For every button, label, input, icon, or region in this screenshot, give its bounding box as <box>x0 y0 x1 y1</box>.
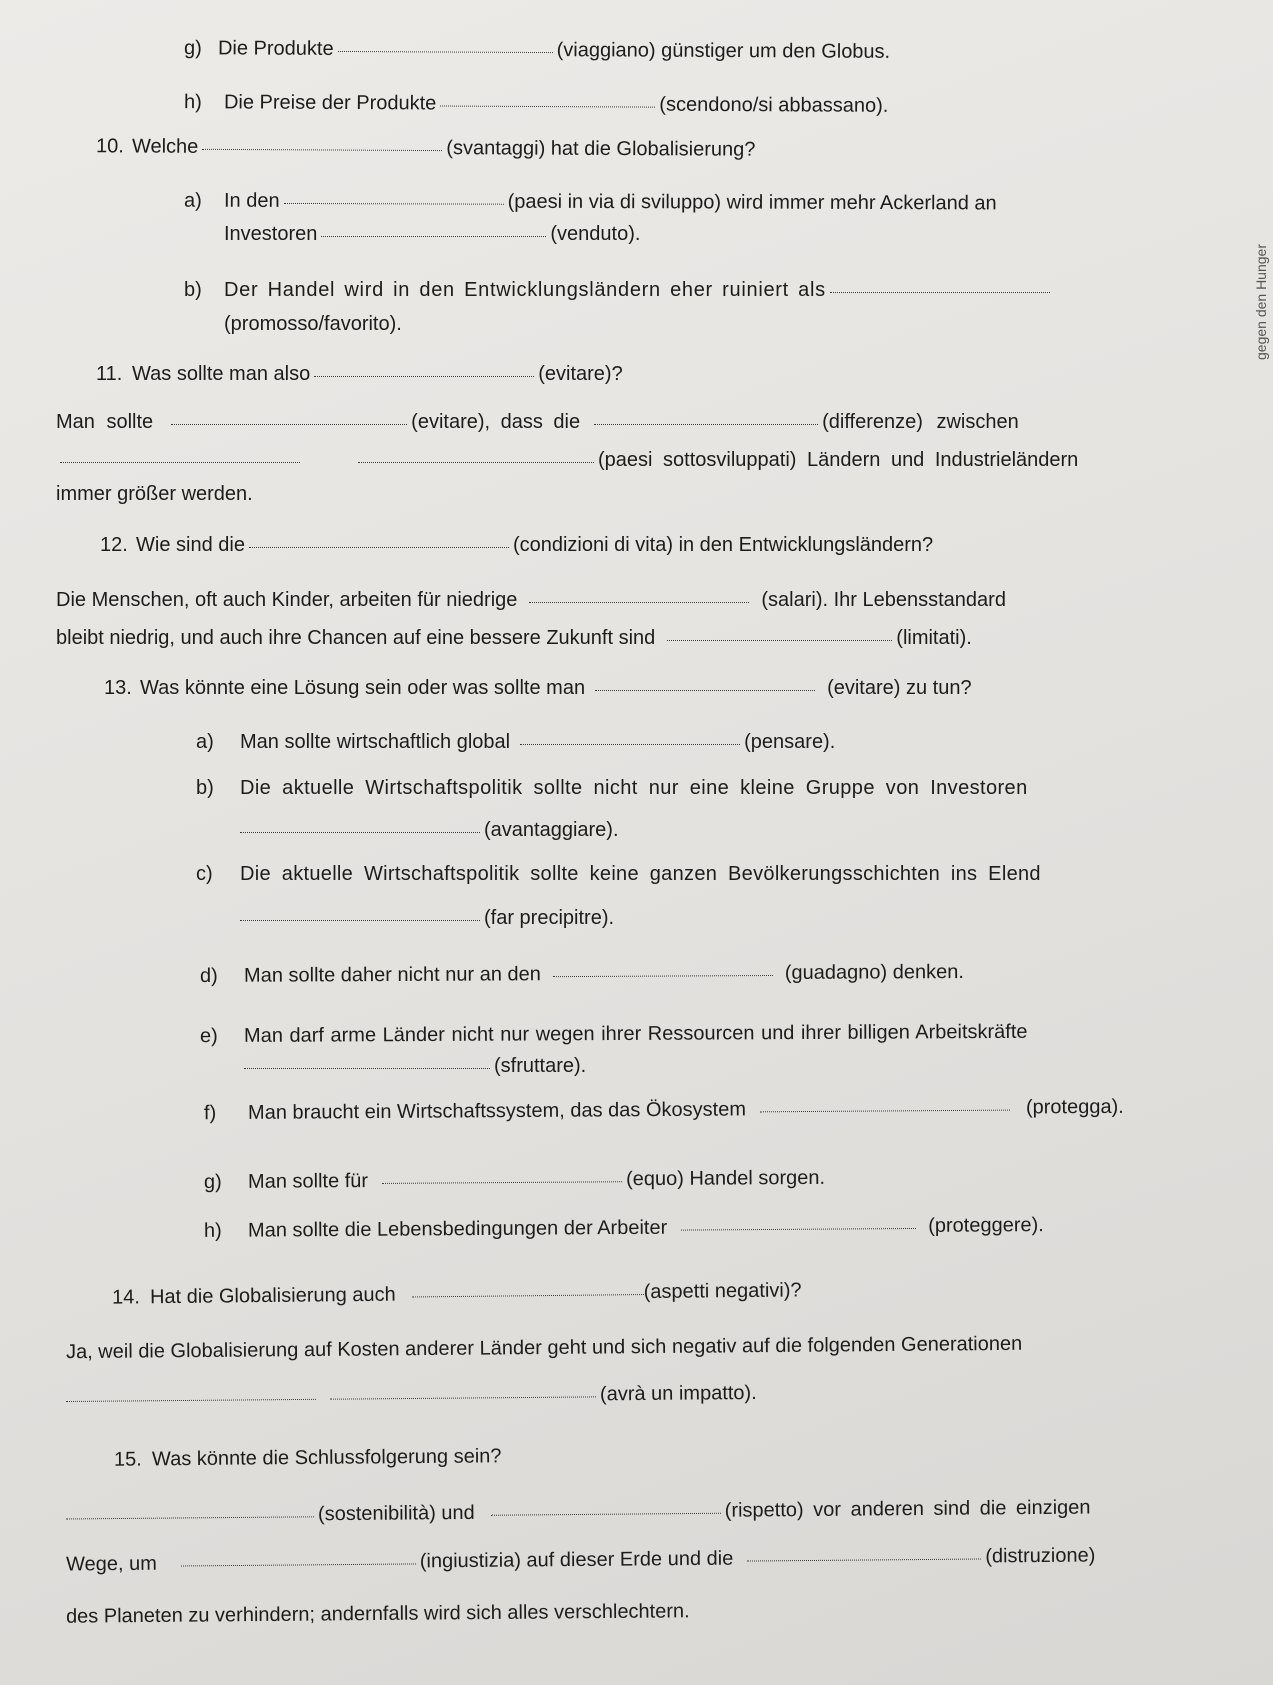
item-marker: b) <box>196 777 214 799</box>
text-segment: Man darf arme Länder nicht nur wegen ihrer Ressourcen und ihrer billigen Arbeitskräfte <box>243 1020 1028 1047</box>
answer-11-line1 <box>56 410 1019 434</box>
item-marker: c) <box>196 863 213 885</box>
fill-in-blank[interactable] <box>667 639 892 641</box>
exercise-13e <box>200 1020 1028 1048</box>
fill-in-blank[interactable] <box>595 689 815 691</box>
fill-in-blank[interactable] <box>491 1512 721 1516</box>
text-segment: Die aktuelle Wirtschaftspolitik sollte nicht nur eine kleine Gruppe von Investoren <box>240 777 1028 799</box>
exercise-10b <box>184 278 1054 302</box>
text-segment: (guadagno) denken. <box>784 961 964 984</box>
text-segment: (limitati). <box>896 627 972 649</box>
question-13 <box>104 676 972 700</box>
exercise-13b-cont <box>196 818 619 842</box>
fill-in-blank[interactable] <box>314 375 534 377</box>
exercise-g-produkte <box>184 36 890 64</box>
text-segment: (sostenibilità) und <box>317 1501 475 1526</box>
text-segment: Was könnte die Schlussfolgerung sein? <box>151 1445 502 1471</box>
text-segment: Die Produkte <box>217 37 334 60</box>
answer-15-line2 <box>66 1544 1096 1577</box>
exercise-13b <box>196 776 1028 800</box>
text-segment: (svantaggi) hat die Globalisierung? <box>446 137 756 161</box>
answer-11-line2 <box>56 448 1078 472</box>
text-segment: (protegga). <box>1025 1095 1124 1119</box>
page-edge-text: gegen den Hunger <box>1253 244 1269 360</box>
answer-11-line3 <box>56 482 253 506</box>
text-segment: (scendono/si abbassano). <box>659 93 889 117</box>
exercise-13c <box>196 862 1041 886</box>
text-segment: (evitare), dass die <box>411 411 581 433</box>
text-segment: (rispetto) vor anderen sind die einzigen <box>724 1496 1091 1522</box>
text-segment: (aspetti negativi)? <box>643 1279 802 1304</box>
text-segment: (viaggiano) günstiger um den Globus. <box>556 39 891 63</box>
fill-in-blank[interactable] <box>321 235 546 237</box>
text-segment: (differenze) zwischen <box>822 411 1019 433</box>
text-segment: Man sollte <box>56 411 154 433</box>
answer-15-line3 <box>66 1599 690 1628</box>
fill-in-blank[interactable] <box>830 291 1050 293</box>
text-segment: bleibt niedrig, und auch ihre Chancen auf eine bessere Zukunft sind <box>56 627 656 649</box>
item-marker: a) <box>183 189 202 212</box>
fill-in-blank[interactable] <box>338 50 553 53</box>
fill-in-blank[interactable] <box>202 148 442 151</box>
fill-in-blank[interactable] <box>66 1398 316 1402</box>
exercise-13g <box>204 1166 825 1194</box>
fill-in-blank[interactable] <box>171 423 407 425</box>
exercise-13c-cont <box>196 906 614 930</box>
text-segment: (sfruttare). <box>494 1055 587 1077</box>
exercise-10b-cont <box>224 312 402 336</box>
text-segment: Die Menschen, oft auch Kinder, arbeiten für niedrige <box>56 589 518 611</box>
text-segment: (proteggere). <box>928 1214 1044 1237</box>
text-segment: Der Handel wird in den Entwicklungsländern eher ruiniert als <box>224 279 826 301</box>
text-segment: Wie sind die <box>136 534 245 556</box>
question-10 <box>96 134 756 161</box>
text-segment: Die aktuelle Wirtschaftspolitik sollte keine ganzen Bevölkerungsschichten ins Elend <box>240 863 1041 885</box>
fill-in-blank[interactable] <box>520 743 740 745</box>
text-segment: (promosso/favorito). <box>224 313 402 335</box>
text-segment: Hat die Globalisierung auch <box>149 1283 396 1309</box>
exercise-13e-cont <box>200 1054 586 1078</box>
text-segment: (avrà un impatto). <box>599 1381 757 1406</box>
text-segment: Was könnte eine Lösung sein oder was sollte man <box>140 677 586 699</box>
text-segment: (equo) Handel sorgen. <box>625 1166 826 1191</box>
text-segment: Man sollte wirtschaftlich global <box>240 731 511 753</box>
answer-12-line1 <box>56 588 1006 612</box>
fill-in-blank[interactable] <box>249 546 509 548</box>
exercise-h-preise <box>184 90 888 118</box>
exercise-10a-cont <box>224 222 640 246</box>
exercise-13a <box>196 730 835 754</box>
item-marker: e) <box>199 1025 218 1048</box>
text-segment: Die Preise der Produkte <box>223 91 437 115</box>
fill-in-blank[interactable] <box>529 601 749 603</box>
answer-15-line1 <box>66 1496 1091 1529</box>
item-marker: g) <box>203 1171 222 1194</box>
question-number: 13. <box>104 677 132 699</box>
item-marker: h) <box>183 91 202 114</box>
text-segment: Man sollte die Lebensbedingungen der Arbeiter <box>247 1216 668 1242</box>
item-marker: b) <box>184 279 202 301</box>
text-segment: des Planeten zu verhindern; andernfalls wird sich alles verschlechtern. <box>65 1600 690 1628</box>
question-15 <box>114 1444 502 1471</box>
question-number: 11. <box>96 363 123 385</box>
text-segment: (venduto). <box>550 223 641 245</box>
item-marker: a) <box>196 731 214 753</box>
item-marker: d) <box>199 964 218 987</box>
answer-14-line1 <box>66 1332 1022 1364</box>
fill-in-blank[interactable] <box>594 423 818 425</box>
item-marker: h) <box>203 1219 222 1242</box>
text-segment: (evitare)? <box>538 363 623 385</box>
fill-in-blank[interactable] <box>60 461 300 463</box>
fill-in-blank[interactable] <box>284 202 504 205</box>
question-14 <box>112 1278 802 1309</box>
question-11 <box>96 362 623 386</box>
exercise-13f <box>204 1095 1124 1125</box>
question-number: 10. <box>95 135 124 158</box>
fill-in-blank[interactable] <box>330 1395 596 1399</box>
fill-in-blank[interactable] <box>240 919 480 921</box>
fill-in-blank[interactable] <box>240 831 480 833</box>
text-segment: Ja, weil die Globalisierung auf Kosten anderer Länder geht und sich negativ auf die folgenden Generationen <box>65 1332 1023 1364</box>
answer-12-line2 <box>56 626 972 650</box>
text-segment: (salari). Ihr Lebensstandard <box>761 589 1006 611</box>
fill-in-blank[interactable] <box>66 1515 314 1519</box>
fill-in-blank[interactable] <box>760 1109 1010 1113</box>
text-segment: Wege, um <box>65 1552 157 1576</box>
fill-in-blank[interactable] <box>358 461 594 463</box>
text-segment: immer größer werden. <box>56 483 253 505</box>
fill-in-blank[interactable] <box>181 1562 416 1566</box>
text-segment: (condizioni di vita) in den Entwicklungsländern? <box>512 534 934 556</box>
fill-in-blank[interactable] <box>681 1227 916 1231</box>
text-segment: (far precipitre). <box>484 907 615 929</box>
text-segment: (evitare) zu tun? <box>827 677 972 699</box>
text-segment: Man braucht ein Wirtschaftssystem, das das Ökosystem <box>247 1098 747 1124</box>
fill-in-blank[interactable] <box>440 104 655 107</box>
text-segment: (paesi sottosviluppati) Ländern und Industrieländern <box>598 449 1079 471</box>
text-segment: (pensare). <box>744 731 836 753</box>
text-segment: (paesi in via di sviluppo) wird immer mehr Ackerland an <box>507 190 997 215</box>
question-number: 15. <box>113 1448 142 1471</box>
text-segment: Man sollte daher nicht nur an den <box>243 963 541 987</box>
item-marker: g) <box>183 37 202 60</box>
text-segment: (avantaggiare). <box>484 819 619 841</box>
fill-in-blank[interactable] <box>382 1180 622 1184</box>
text-segment: (ingiustizia) auf dieser Erde und die <box>419 1547 734 1573</box>
exercise-10a <box>184 189 997 216</box>
fill-in-blank[interactable] <box>412 1293 644 1297</box>
text-segment: Was sollte man also <box>132 363 311 385</box>
text-segment: Man sollte für <box>247 1170 369 1193</box>
exercise-13d <box>200 960 964 988</box>
fill-in-blank[interactable] <box>747 1558 981 1562</box>
answer-14-line2 <box>66 1381 757 1411</box>
text-segment: Investoren <box>224 223 318 245</box>
text-segment: (distruzione) <box>985 1544 1096 1568</box>
text-segment: Welche <box>131 135 199 158</box>
item-marker: f) <box>203 1102 217 1125</box>
question-number: 12. <box>100 534 128 556</box>
text-segment: In den <box>223 189 280 212</box>
question-number: 14. <box>111 1286 140 1309</box>
fill-in-blank[interactable] <box>553 974 773 977</box>
exercise-13h <box>204 1213 1044 1243</box>
fill-in-blank[interactable] <box>244 1067 490 1069</box>
question-12 <box>100 533 933 557</box>
